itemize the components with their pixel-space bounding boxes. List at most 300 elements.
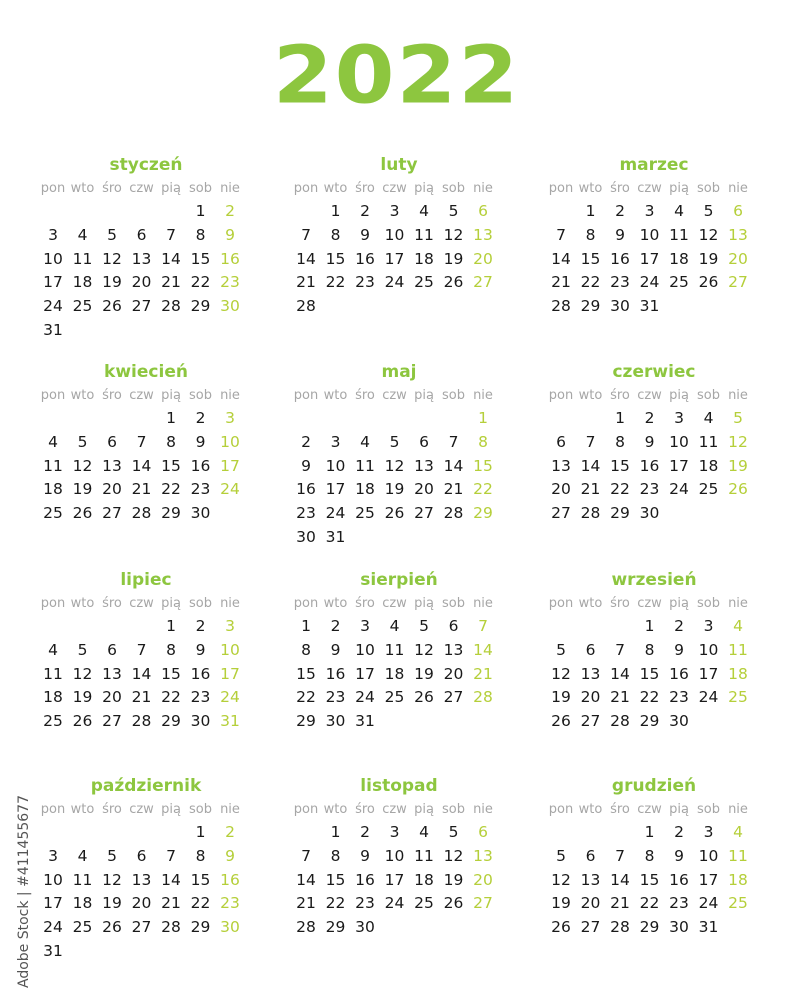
day-cell: 29	[161, 712, 181, 731]
day-cell: 8	[195, 846, 206, 865]
day-cell-sunday: 21	[473, 664, 493, 683]
day-cell: 26	[384, 504, 405, 523]
day-cell: 13	[414, 456, 434, 475]
weekday-label: pią	[414, 802, 434, 817]
day-cell: 10	[698, 846, 719, 865]
weekday-label: śro	[610, 596, 630, 611]
month-block	[40, 155, 252, 345]
month-block	[548, 155, 760, 345]
weekday-label: pon	[548, 388, 574, 403]
weekday-label: wto	[70, 388, 95, 403]
day-cell-sunday: 7	[478, 617, 488, 635]
day-cell: 1	[615, 409, 625, 427]
day-cell: 16	[190, 456, 211, 475]
day-cell: 12	[551, 870, 571, 889]
day-cell: 29	[190, 297, 211, 316]
day-cell: 18	[43, 480, 63, 499]
day-cell: 12	[102, 249, 122, 268]
weekday-label: sob	[442, 596, 465, 611]
day-cell: 15	[190, 249, 211, 268]
weekday-label: sob	[697, 596, 720, 611]
day-cell: 16	[296, 480, 316, 499]
day-cell: 11	[698, 432, 719, 451]
day-cell: 21	[610, 894, 630, 913]
day-cell: 17	[639, 249, 660, 268]
day-cell: 17	[698, 870, 719, 889]
weekday-label: pią	[414, 388, 434, 403]
month-name: marzec	[619, 155, 689, 175]
day-cell: 22	[325, 894, 346, 913]
day-cell: 23	[190, 688, 211, 707]
day-cell: 21	[443, 480, 464, 499]
weekday-label: pon	[40, 388, 66, 403]
day-cell: 29	[325, 918, 346, 937]
day-cell: 3	[703, 617, 714, 635]
weekday-label: sob	[442, 802, 465, 817]
day-cell-sunday: 11	[728, 640, 748, 659]
day-cell: 11	[669, 225, 689, 244]
day-cell: 26	[443, 273, 464, 292]
day-cell: 20	[580, 688, 601, 707]
day-cell: 28	[296, 918, 316, 937]
day-cell: 21	[131, 688, 152, 707]
weekday-label: pią	[161, 596, 181, 611]
day-cell: 10	[355, 640, 375, 659]
day-cell: 5	[77, 640, 88, 659]
day-cell: 9	[330, 640, 341, 659]
month-name: kwiecień	[104, 362, 188, 382]
weekday-label: śro	[102, 181, 122, 196]
day-cell: 9	[360, 846, 370, 865]
day-cell: 1	[330, 823, 341, 841]
day-cell: 1	[330, 202, 341, 220]
day-cell: 23	[190, 480, 211, 499]
day-cell: 29	[639, 712, 660, 731]
day-cell: 22	[639, 894, 660, 913]
day-cell: 20	[414, 480, 434, 499]
day-cell: 17	[325, 480, 346, 499]
month-block	[40, 776, 252, 966]
day-cell: 16	[639, 456, 660, 475]
stock-caption: Adobe Stock | #411455677	[16, 795, 32, 988]
day-cell: 4	[360, 432, 370, 451]
month-block	[293, 570, 505, 760]
day-cell: 15	[610, 456, 630, 475]
day-cell: 27	[551, 504, 571, 523]
day-cell: 7	[301, 225, 311, 244]
weekday-label: czw	[129, 181, 154, 196]
weekday-label: nie	[473, 181, 493, 196]
day-cell: 5	[448, 823, 459, 841]
day-cell: 21	[580, 480, 601, 499]
day-cell-sunday: 24	[220, 688, 240, 707]
day-cell: 23	[296, 504, 316, 523]
day-cell-sunday: 6	[478, 823, 488, 841]
day-cell: 29	[639, 918, 660, 937]
day-cell: 28	[443, 504, 464, 523]
day-cell: 5	[703, 202, 714, 220]
weekday-label: czw	[382, 596, 407, 611]
day-cell: 24	[698, 894, 719, 913]
day-cell: 8	[301, 640, 311, 659]
month-block	[293, 362, 505, 552]
weekday-label: sob	[189, 596, 212, 611]
day-cell: 12	[72, 456, 93, 475]
day-cell: 15	[580, 249, 601, 268]
day-cell-sunday: 10	[220, 640, 240, 659]
day-cell: 13	[131, 249, 152, 268]
day-cell-sunday: 20	[473, 249, 493, 268]
day-cell: 6	[136, 225, 147, 244]
day-cell: 2	[195, 617, 206, 635]
day-cell: 11	[72, 249, 93, 268]
month-name: sierpień	[360, 570, 438, 590]
stock-watermark	[12, 768, 32, 988]
day-cell-sunday: 1	[478, 409, 488, 427]
day-cell: 20	[131, 894, 152, 913]
weekday-label: wto	[323, 596, 348, 611]
day-cell: 30	[669, 918, 689, 937]
weekday-label: pią	[414, 596, 434, 611]
day-cell: 4	[419, 202, 429, 220]
day-cell: 3	[360, 617, 370, 635]
day-cell: 22	[296, 688, 316, 707]
day-cell: 16	[190, 664, 211, 683]
day-cell: 8	[615, 432, 625, 451]
day-cell: 15	[639, 664, 660, 683]
day-cell: 7	[585, 432, 596, 451]
day-cell: 1	[166, 409, 176, 427]
day-cell: 18	[414, 870, 434, 889]
weekday-label: pią	[414, 181, 434, 196]
month-block	[293, 155, 505, 345]
day-cell: 13	[102, 456, 122, 475]
day-cell: 3	[703, 823, 714, 841]
weekday-label: nie	[728, 596, 748, 611]
day-cell: 18	[414, 249, 434, 268]
weekday-label: czw	[382, 388, 407, 403]
weekday-label: czw	[637, 181, 662, 196]
day-cell: 29	[161, 504, 181, 523]
weekday-label: wto	[578, 181, 603, 196]
day-cell-sunday: 24	[220, 480, 240, 499]
day-cell: 16	[610, 249, 630, 268]
day-cell: 18	[698, 456, 719, 475]
day-cell: 22	[580, 273, 601, 292]
day-cell: 24	[325, 504, 346, 523]
weekday-label: śro	[610, 181, 630, 196]
day-cell: 28	[551, 297, 571, 316]
day-cell: 7	[556, 225, 566, 244]
day-cell: 26	[551, 918, 571, 937]
day-cell: 14	[161, 249, 181, 268]
day-cell: 26	[72, 712, 93, 731]
day-cell: 3	[330, 432, 341, 451]
day-cell: 22	[610, 480, 630, 499]
day-cell: 13	[580, 664, 601, 683]
month-block	[40, 570, 252, 760]
day-cell: 27	[580, 712, 601, 731]
day-cell: 4	[77, 225, 88, 244]
day-cell: 25	[414, 894, 434, 913]
day-cell: 30	[639, 504, 660, 523]
day-cell: 23	[610, 273, 630, 292]
day-cell-sunday: 13	[473, 225, 493, 244]
day-cell: 15	[161, 456, 181, 475]
day-cell: 30	[190, 504, 211, 523]
day-cell: 22	[161, 688, 181, 707]
day-cell: 25	[43, 712, 63, 731]
month-name: czerwiec	[612, 362, 696, 382]
day-cell: 4	[703, 409, 714, 427]
day-cell: 12	[102, 870, 122, 889]
day-cell-sunday: 18	[728, 664, 748, 683]
day-cell: 21	[551, 273, 571, 292]
day-cell: 8	[585, 225, 596, 244]
day-cell: 26	[102, 918, 122, 937]
weekday-label: pią	[669, 596, 689, 611]
day-cell: 2	[330, 617, 341, 635]
day-cell: 28	[610, 918, 630, 937]
weekday-label: pon	[293, 596, 319, 611]
weekday-label: pią	[161, 388, 181, 403]
day-cell: 15	[190, 870, 211, 889]
day-cell: 9	[674, 640, 684, 659]
day-cell: 21	[296, 273, 316, 292]
day-cell-sunday: 2	[225, 823, 235, 841]
weekday-label: czw	[129, 388, 154, 403]
day-cell-sunday: 27	[473, 894, 493, 913]
day-cell: 6	[448, 617, 459, 635]
day-cell: 31	[43, 942, 63, 960]
day-cell-sunday: 3	[225, 617, 235, 635]
day-cell: 23	[639, 480, 660, 499]
day-cell-sunday: 3	[225, 409, 235, 427]
day-cell: 29	[296, 712, 316, 731]
weekday-label: nie	[220, 596, 240, 611]
day-cell: 14	[551, 249, 571, 268]
day-cell: 13	[551, 456, 571, 475]
weekday-label: sob	[442, 181, 465, 196]
day-cell: 5	[77, 432, 88, 451]
day-cell: 24	[355, 688, 375, 707]
day-cell: 11	[355, 456, 375, 475]
weekday-label: nie	[473, 388, 493, 403]
day-cell: 8	[644, 640, 655, 659]
day-cell: 30	[296, 528, 316, 546]
weekday-label: czw	[637, 596, 662, 611]
day-cell: 31	[325, 528, 346, 546]
day-cell: 1	[644, 617, 655, 635]
day-cell: 17	[669, 456, 689, 475]
weekday-label: pon	[548, 802, 574, 817]
weekday-label: nie	[220, 388, 240, 403]
day-cell-sunday: 20	[728, 249, 748, 268]
day-cell-sunday: 17	[220, 664, 240, 683]
day-cell: 5	[107, 846, 117, 865]
day-cell: 20	[551, 480, 571, 499]
weekday-label: pon	[293, 181, 319, 196]
day-cell-sunday: 25	[728, 688, 748, 707]
day-cell-sunday: 9	[225, 225, 235, 244]
weekday-label: wto	[70, 596, 95, 611]
weekday-label: czw	[382, 181, 407, 196]
day-cell-sunday: 27	[473, 273, 493, 292]
day-cell: 5	[419, 617, 429, 635]
weekday-label: pon	[40, 596, 66, 611]
weekday-label: wto	[578, 388, 603, 403]
day-cell: 15	[325, 249, 346, 268]
day-cell: 27	[414, 504, 434, 523]
day-cell: 5	[556, 846, 566, 865]
weekday-label: nie	[220, 802, 240, 817]
weekday-label: czw	[637, 802, 662, 817]
day-cell: 6	[556, 432, 566, 451]
day-cell: 12	[414, 640, 434, 659]
day-cell: 7	[166, 846, 176, 865]
weekday-label: wto	[70, 802, 95, 817]
day-cell: 19	[102, 894, 122, 913]
day-cell: 5	[556, 640, 566, 659]
day-cell: 28	[296, 297, 316, 316]
day-cell: 4	[419, 823, 429, 841]
day-cell: 11	[72, 870, 93, 889]
day-cell: 17	[384, 249, 405, 268]
day-cell: 19	[384, 480, 405, 499]
weekday-label: pią	[669, 181, 689, 196]
weekday-label: śro	[610, 802, 630, 817]
weekday-label: sob	[697, 388, 720, 403]
day-cell-sunday: 27	[728, 273, 748, 292]
day-cell: 4	[77, 846, 88, 865]
day-cell-sunday: 9	[225, 846, 235, 865]
day-cell-sunday: 19	[728, 456, 748, 475]
day-cell: 25	[72, 918, 93, 937]
weekday-label: wto	[323, 388, 348, 403]
day-cell: 19	[698, 249, 719, 268]
day-cell: 1	[585, 202, 596, 220]
month-name: grudzień	[611, 776, 697, 796]
day-cell-sunday: 14	[473, 640, 493, 659]
day-cell: 22	[190, 894, 211, 913]
weekday-label: sob	[697, 181, 720, 196]
day-cell: 25	[669, 273, 689, 292]
day-cell-sunday: 16	[220, 249, 240, 268]
day-cell: 10	[384, 846, 405, 865]
day-cell-sunday: 26	[728, 480, 748, 499]
day-cell: 13	[102, 664, 122, 683]
day-cell: 19	[414, 664, 434, 683]
day-cell: 19	[551, 894, 571, 913]
weekday-label: sob	[189, 388, 212, 403]
day-cell-sunday: 8	[478, 432, 488, 451]
weekday-label: sob	[697, 802, 720, 817]
day-cell: 14	[296, 870, 316, 889]
day-cell: 31	[355, 712, 375, 731]
day-cell-sunday: 4	[733, 823, 743, 841]
weekday-label: nie	[728, 802, 748, 817]
day-cell: 10	[325, 456, 346, 475]
day-cell: 9	[615, 225, 625, 244]
day-cell: 30	[190, 712, 211, 731]
day-cell: 29	[190, 918, 211, 937]
day-cell: 6	[419, 432, 429, 451]
day-cell: 4	[48, 640, 58, 659]
day-cell: 12	[443, 846, 464, 865]
weekday-label: pon	[293, 802, 319, 817]
day-cell-sunday: 31	[220, 712, 240, 731]
day-cell: 28	[161, 297, 181, 316]
day-cell: 24	[384, 273, 405, 292]
day-cell: 6	[585, 640, 596, 659]
day-cell-sunday: 28	[473, 688, 493, 707]
weekday-label: pon	[548, 596, 574, 611]
day-cell: 14	[131, 456, 152, 475]
day-cell-sunday: 6	[478, 202, 488, 220]
day-cell: 3	[389, 823, 400, 841]
weekday-label: pon	[40, 802, 66, 817]
day-cell: 19	[551, 688, 571, 707]
day-cell: 13	[131, 870, 152, 889]
day-cell: 19	[102, 273, 122, 292]
month-block	[293, 776, 505, 966]
day-cell: 2	[644, 409, 655, 427]
day-cell: 7	[448, 432, 459, 451]
day-cell: 28	[610, 712, 630, 731]
day-cell-sunday: 17	[220, 456, 240, 475]
day-cell: 30	[669, 712, 689, 731]
weekday-label: pią	[669, 388, 689, 403]
month-name: styczeń	[109, 155, 183, 175]
day-cell: 15	[325, 870, 346, 889]
day-cell: 23	[355, 273, 375, 292]
day-cell: 3	[48, 225, 58, 244]
day-cell: 16	[355, 870, 375, 889]
day-cell: 24	[43, 918, 63, 937]
day-cell: 14	[131, 664, 152, 683]
day-cell: 8	[644, 846, 655, 865]
day-cell: 20	[443, 664, 464, 683]
day-cell: 27	[102, 712, 122, 731]
day-cell-sunday: 15	[473, 456, 493, 475]
day-cell: 25	[72, 297, 93, 316]
day-cell: 6	[107, 640, 117, 659]
day-cell: 11	[43, 664, 63, 683]
weekday-label: pon	[548, 181, 574, 196]
month-block	[548, 570, 760, 760]
day-cell: 7	[615, 640, 625, 659]
day-cell-sunday: 2	[225, 202, 235, 220]
day-cell: 22	[190, 273, 211, 292]
day-cell: 21	[296, 894, 316, 913]
day-cell: 16	[669, 664, 689, 683]
day-cell: 8	[330, 846, 341, 865]
weekday-label: pon	[293, 388, 319, 403]
day-cell: 24	[698, 688, 719, 707]
day-cell: 14	[610, 870, 630, 889]
day-cell: 10	[639, 225, 660, 244]
day-cell-sunday: 13	[728, 225, 748, 244]
weekday-label: czw	[382, 802, 407, 817]
day-cell: 2	[615, 202, 625, 220]
day-cell: 31	[43, 321, 63, 339]
day-cell: 30	[610, 297, 630, 316]
day-cell: 24	[43, 297, 63, 316]
day-cell: 27	[443, 688, 464, 707]
day-cell: 11	[43, 456, 63, 475]
day-cell: 17	[355, 664, 375, 683]
day-cell: 12	[698, 225, 719, 244]
